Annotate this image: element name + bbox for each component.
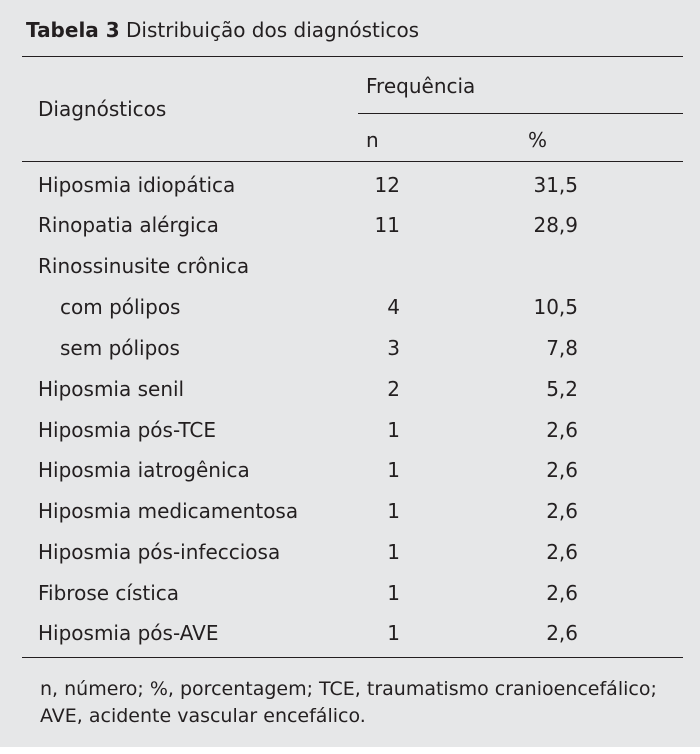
- table-row: [0, 212, 700, 252]
- row-label: Fibrose cística: [38, 581, 180, 605]
- bottom-rule: [22, 657, 683, 658]
- row-label: Hiposmia idiopática: [38, 173, 236, 197]
- row-n: 12: [374, 173, 400, 197]
- table-row: [0, 376, 700, 416]
- header-n: n: [366, 128, 379, 152]
- row-percent: 7,8: [546, 336, 578, 360]
- table-row: [0, 294, 700, 334]
- row-n: 1: [387, 581, 400, 605]
- row-n: 1: [387, 540, 400, 564]
- row-label: sem pólipos: [60, 336, 180, 360]
- row-percent: 28,9: [533, 213, 578, 237]
- table-row: [0, 417, 700, 457]
- header-percent: %: [528, 128, 548, 152]
- table-row: [0, 539, 700, 579]
- frequency-rule: [358, 113, 683, 114]
- table-row: [0, 580, 700, 620]
- row-percent: 2,6: [546, 540, 578, 564]
- row-n: 1: [387, 621, 400, 645]
- row-n: 1: [387, 499, 400, 523]
- header-frequencia: Frequência: [366, 74, 476, 98]
- row-label: Rinopatia alérgica: [38, 213, 219, 237]
- table-row: [0, 620, 700, 660]
- row-n: 4: [387, 295, 400, 319]
- row-n: 2: [387, 377, 400, 401]
- row-n: 3: [387, 336, 400, 360]
- header-diagnosticos: Diagnósticos: [38, 97, 167, 121]
- row-percent: 5,2: [546, 377, 578, 401]
- row-percent: 31,5: [533, 173, 578, 197]
- table-footnote: n, número; %, porcentagem; TCE, traumatismo cranioencefálico; AVE, acidente vascular encefálico.: [40, 678, 657, 727]
- table-row: [0, 172, 700, 212]
- row-label: Hiposmia pós-AVE: [38, 621, 219, 645]
- row-n: 11: [374, 213, 400, 237]
- row-label: com pólipos: [60, 295, 181, 319]
- row-percent: 10,5: [533, 295, 578, 319]
- row-label: Hiposmia iatrogênica: [38, 458, 250, 482]
- table-title: [26, 18, 419, 42]
- row-percent: 2,6: [546, 581, 578, 605]
- row-label: Hiposmia pós-infecciosa: [38, 540, 281, 564]
- table-row: [0, 253, 700, 293]
- row-label: Hiposmia medicamentosa: [38, 499, 299, 523]
- table-number: Tabela 3: [26, 18, 120, 42]
- row-percent: 2,6: [546, 499, 578, 523]
- table-caption: Distribuição dos diagnósticos: [126, 18, 420, 42]
- row-label: Hiposmia pós-TCE: [38, 418, 216, 442]
- table-row: [0, 498, 700, 538]
- row-percent: 2,6: [546, 458, 578, 482]
- row-label: Hiposmia senil: [38, 377, 185, 401]
- header-rule: [22, 161, 683, 162]
- row-percent: 2,6: [546, 621, 578, 645]
- top-rule: [22, 56, 683, 57]
- table-row: [0, 457, 700, 497]
- row-percent: 2,6: [546, 418, 578, 442]
- table-row: [0, 335, 700, 375]
- row-label: Rinossinusite crônica: [38, 254, 250, 278]
- row-n: 1: [387, 418, 400, 442]
- row-n: 1: [387, 458, 400, 482]
